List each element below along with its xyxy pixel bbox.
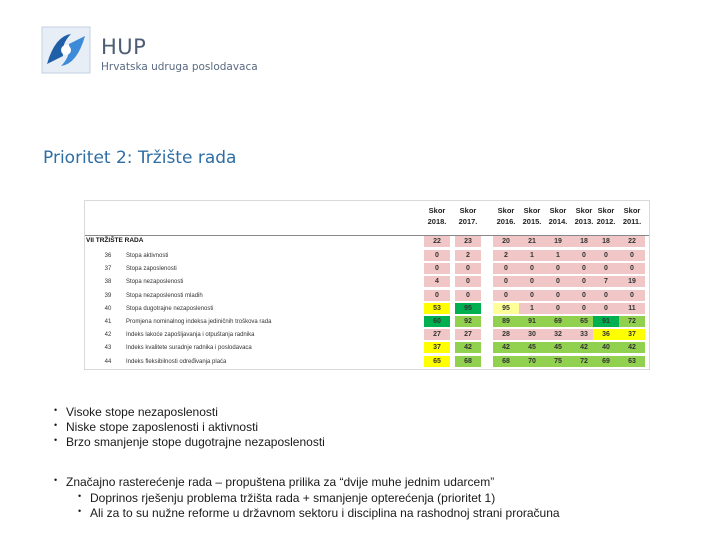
score-cell: 37 xyxy=(619,329,645,340)
year-header-year: 2012. xyxy=(596,217,616,226)
row-number: 44 xyxy=(104,358,112,365)
row-label: Promjena nominalnog indeksa jediničnih troškova rada xyxy=(126,319,272,325)
score-cell: 0 xyxy=(493,263,519,274)
score-cell: 0 xyxy=(545,263,571,274)
score-cell: 0 xyxy=(493,290,519,301)
score-cell: 0 xyxy=(571,263,597,274)
score-cell: 60 xyxy=(424,316,450,327)
row-number: 37 xyxy=(104,266,112,273)
score-cell: 0 xyxy=(593,290,619,301)
row-label: Stopa dugotrajne nezaposlenosti xyxy=(126,305,214,312)
table-row xyxy=(85,303,649,315)
score-cell: 19 xyxy=(619,276,645,287)
score-cell: 19 xyxy=(545,236,571,247)
score-cell: 68 xyxy=(455,356,481,367)
score-cell: 32 xyxy=(545,329,571,340)
year-header-year: 2014. xyxy=(548,217,568,226)
section-label: VII TRŽIŠTE RADA xyxy=(86,237,144,244)
score-cell: 0 xyxy=(455,276,481,287)
slide-title: Prioritet 2: Tržište rada xyxy=(43,148,237,168)
row-number: 42 xyxy=(104,332,112,339)
year-header-year: 2018. xyxy=(427,217,447,226)
year-header-label: Skor xyxy=(597,206,615,215)
score-cell: 69 xyxy=(545,316,571,327)
score-cell: 4 xyxy=(424,276,450,287)
score-cell: 22 xyxy=(424,236,450,247)
row-number: 36 xyxy=(104,253,112,259)
year-header-label: Skor xyxy=(623,206,641,215)
score-cell: 0 xyxy=(545,303,571,314)
org-full-name: Hrvatska udruga poslodavaca xyxy=(101,61,258,73)
row-label: Indeks fleksibilnosti određivanja plaća xyxy=(126,358,227,365)
table-row xyxy=(85,290,649,302)
year-header xyxy=(546,205,570,227)
score-cell: 0 xyxy=(424,290,450,301)
score-cell: 65 xyxy=(424,356,450,367)
score-cell: 0 xyxy=(493,276,519,287)
hup-logo xyxy=(41,26,91,74)
score-cell: 42 xyxy=(455,342,481,353)
bullet-dot: • xyxy=(54,405,58,415)
bullet-text: Značajno rasterećenje rada – propuštena prilika za “dvije muhe jednim udarcem” xyxy=(66,475,495,489)
score-cell: 53 xyxy=(424,303,450,314)
score-cell: 91 xyxy=(593,316,619,327)
table-row xyxy=(85,316,649,328)
score-cell: 11 xyxy=(619,303,645,314)
score-cell: 45 xyxy=(545,342,571,353)
score-cell: 0 xyxy=(519,263,545,274)
bullet-dot: • xyxy=(54,435,58,445)
bullet-text: Doprinos rješenju problema tržišta rada + smanjenje opterećenja (prioritet 1) xyxy=(90,491,496,505)
year-header-label: Skor xyxy=(497,206,515,215)
year-header-label: Skor xyxy=(549,206,567,215)
row-label: Stopa nezaposlenosti xyxy=(126,279,184,286)
score-cell: 37 xyxy=(424,342,450,353)
score-cell: 42 xyxy=(571,342,597,353)
section-row xyxy=(85,236,649,248)
score-cell: 45 xyxy=(519,342,545,353)
score-cell: 0 xyxy=(593,303,619,314)
score-cell: 40 xyxy=(593,342,619,353)
org-name: HUP xyxy=(101,35,147,59)
score-cell: 33 xyxy=(571,329,597,340)
row-number: 41 xyxy=(104,319,112,325)
year-header xyxy=(456,205,480,227)
score-cell: 1 xyxy=(519,250,545,261)
score-cell: 0 xyxy=(619,290,645,301)
score-cell: 0 xyxy=(519,276,545,287)
score-cell: 18 xyxy=(571,236,597,247)
score-cell: 70 xyxy=(519,356,545,367)
year-header-label: Skor xyxy=(523,206,541,215)
year-header-year: 2017. xyxy=(458,217,478,226)
bullet-dot: • xyxy=(54,420,58,430)
score-cell: 30 xyxy=(519,329,545,340)
score-cell: 23 xyxy=(455,236,481,247)
score-cell: 0 xyxy=(593,250,619,261)
score-cell: 65 xyxy=(571,316,597,327)
bullet-dot: • xyxy=(78,491,82,501)
score-cell: 42 xyxy=(619,342,645,353)
score-cell: 0 xyxy=(571,250,597,261)
table-row xyxy=(85,250,649,262)
score-cell: 0 xyxy=(571,303,597,314)
year-header-year: 2016. xyxy=(496,217,516,226)
score-cell: 28 xyxy=(493,329,519,340)
year-header-label: Skor xyxy=(575,206,593,215)
score-cell: 92 xyxy=(455,316,481,327)
score-cell: 18 xyxy=(593,236,619,247)
score-cell: 95 xyxy=(493,303,519,314)
year-header xyxy=(594,205,618,227)
score-cell: 0 xyxy=(571,276,597,287)
row-number: 40 xyxy=(104,305,112,312)
bullet-text: Niske stope zaposlenosti i aktivnosti xyxy=(66,420,259,434)
year-header-label: Skor xyxy=(428,206,446,215)
score-cell: 22 xyxy=(619,236,645,247)
score-cell: 0 xyxy=(424,263,450,274)
table-header xyxy=(85,201,649,235)
score-cell: 0 xyxy=(455,290,481,301)
row-number: 39 xyxy=(104,292,112,299)
score-cell: 0 xyxy=(571,290,597,301)
year-header xyxy=(520,205,544,227)
year-header-year: 2015. xyxy=(522,217,542,226)
bullet-text: Ali za to su nužne reforme u državnom sektoru i disciplina na rashodnoj strani proračuna xyxy=(90,506,560,520)
score-cell: 36 xyxy=(593,329,619,340)
year-header-label: Skor xyxy=(459,206,477,215)
table-row xyxy=(85,263,649,275)
score-cell: 95 xyxy=(455,303,481,314)
bullet-text: Brzo smanjenje stope dugotrajne nezaposlenosti xyxy=(66,435,325,449)
year-header xyxy=(620,205,644,227)
score-cell: 27 xyxy=(424,329,450,340)
score-cell: 0 xyxy=(455,263,481,274)
score-cell: 72 xyxy=(571,356,597,367)
year-header-year: 2013. xyxy=(574,217,594,226)
score-cell: 0 xyxy=(619,250,645,261)
score-cell: 21 xyxy=(519,236,545,247)
score-cell: 0 xyxy=(545,290,571,301)
score-cell: 63 xyxy=(619,356,645,367)
year-header xyxy=(572,205,596,227)
year-header-year: 2011. xyxy=(622,217,642,226)
score-cell: 0 xyxy=(424,250,450,261)
row-number: 38 xyxy=(104,279,112,286)
score-cell: 91 xyxy=(519,316,545,327)
labor-market-score-table xyxy=(84,200,650,370)
score-cell: 0 xyxy=(519,290,545,301)
row-number: 43 xyxy=(104,345,112,352)
table-row xyxy=(85,342,649,354)
score-cell: 1 xyxy=(519,303,545,314)
score-cell: 0 xyxy=(545,276,571,287)
table-row xyxy=(85,356,649,368)
row-label: Stopa zaposlenosti xyxy=(126,266,177,273)
score-cell: 27 xyxy=(455,329,481,340)
score-cell: 0 xyxy=(593,263,619,274)
score-cell: 2 xyxy=(455,250,481,261)
score-cell: 75 xyxy=(545,356,571,367)
bullet-text: Visoke stope nezaposlenosti xyxy=(66,405,218,419)
score-cell: 72 xyxy=(619,316,645,327)
row-label: Stopa nezaposlenosti mladih xyxy=(126,292,203,299)
score-cell: 69 xyxy=(593,356,619,367)
row-label: Stopa aktivnosti xyxy=(126,253,169,259)
score-cell: 42 xyxy=(493,342,519,353)
row-label: Indeks kvalitete suradnje radnika i poslodavaca xyxy=(126,345,252,352)
score-cell: 89 xyxy=(493,316,519,327)
score-cell: 7 xyxy=(593,276,619,287)
row-label: Indeks lakoće zapošljavanja i otpuštanja radnika xyxy=(126,332,255,339)
score-cell: 1 xyxy=(545,250,571,261)
bullet-dot: • xyxy=(54,475,58,485)
table-row xyxy=(85,329,649,341)
year-header xyxy=(494,205,518,227)
table-row xyxy=(85,276,649,288)
score-cell: 20 xyxy=(493,236,519,247)
score-cell: 2 xyxy=(493,250,519,261)
year-header xyxy=(425,205,449,227)
score-cell: 0 xyxy=(619,263,645,274)
score-cell: 68 xyxy=(493,356,519,367)
bullet-dot: • xyxy=(78,506,82,516)
